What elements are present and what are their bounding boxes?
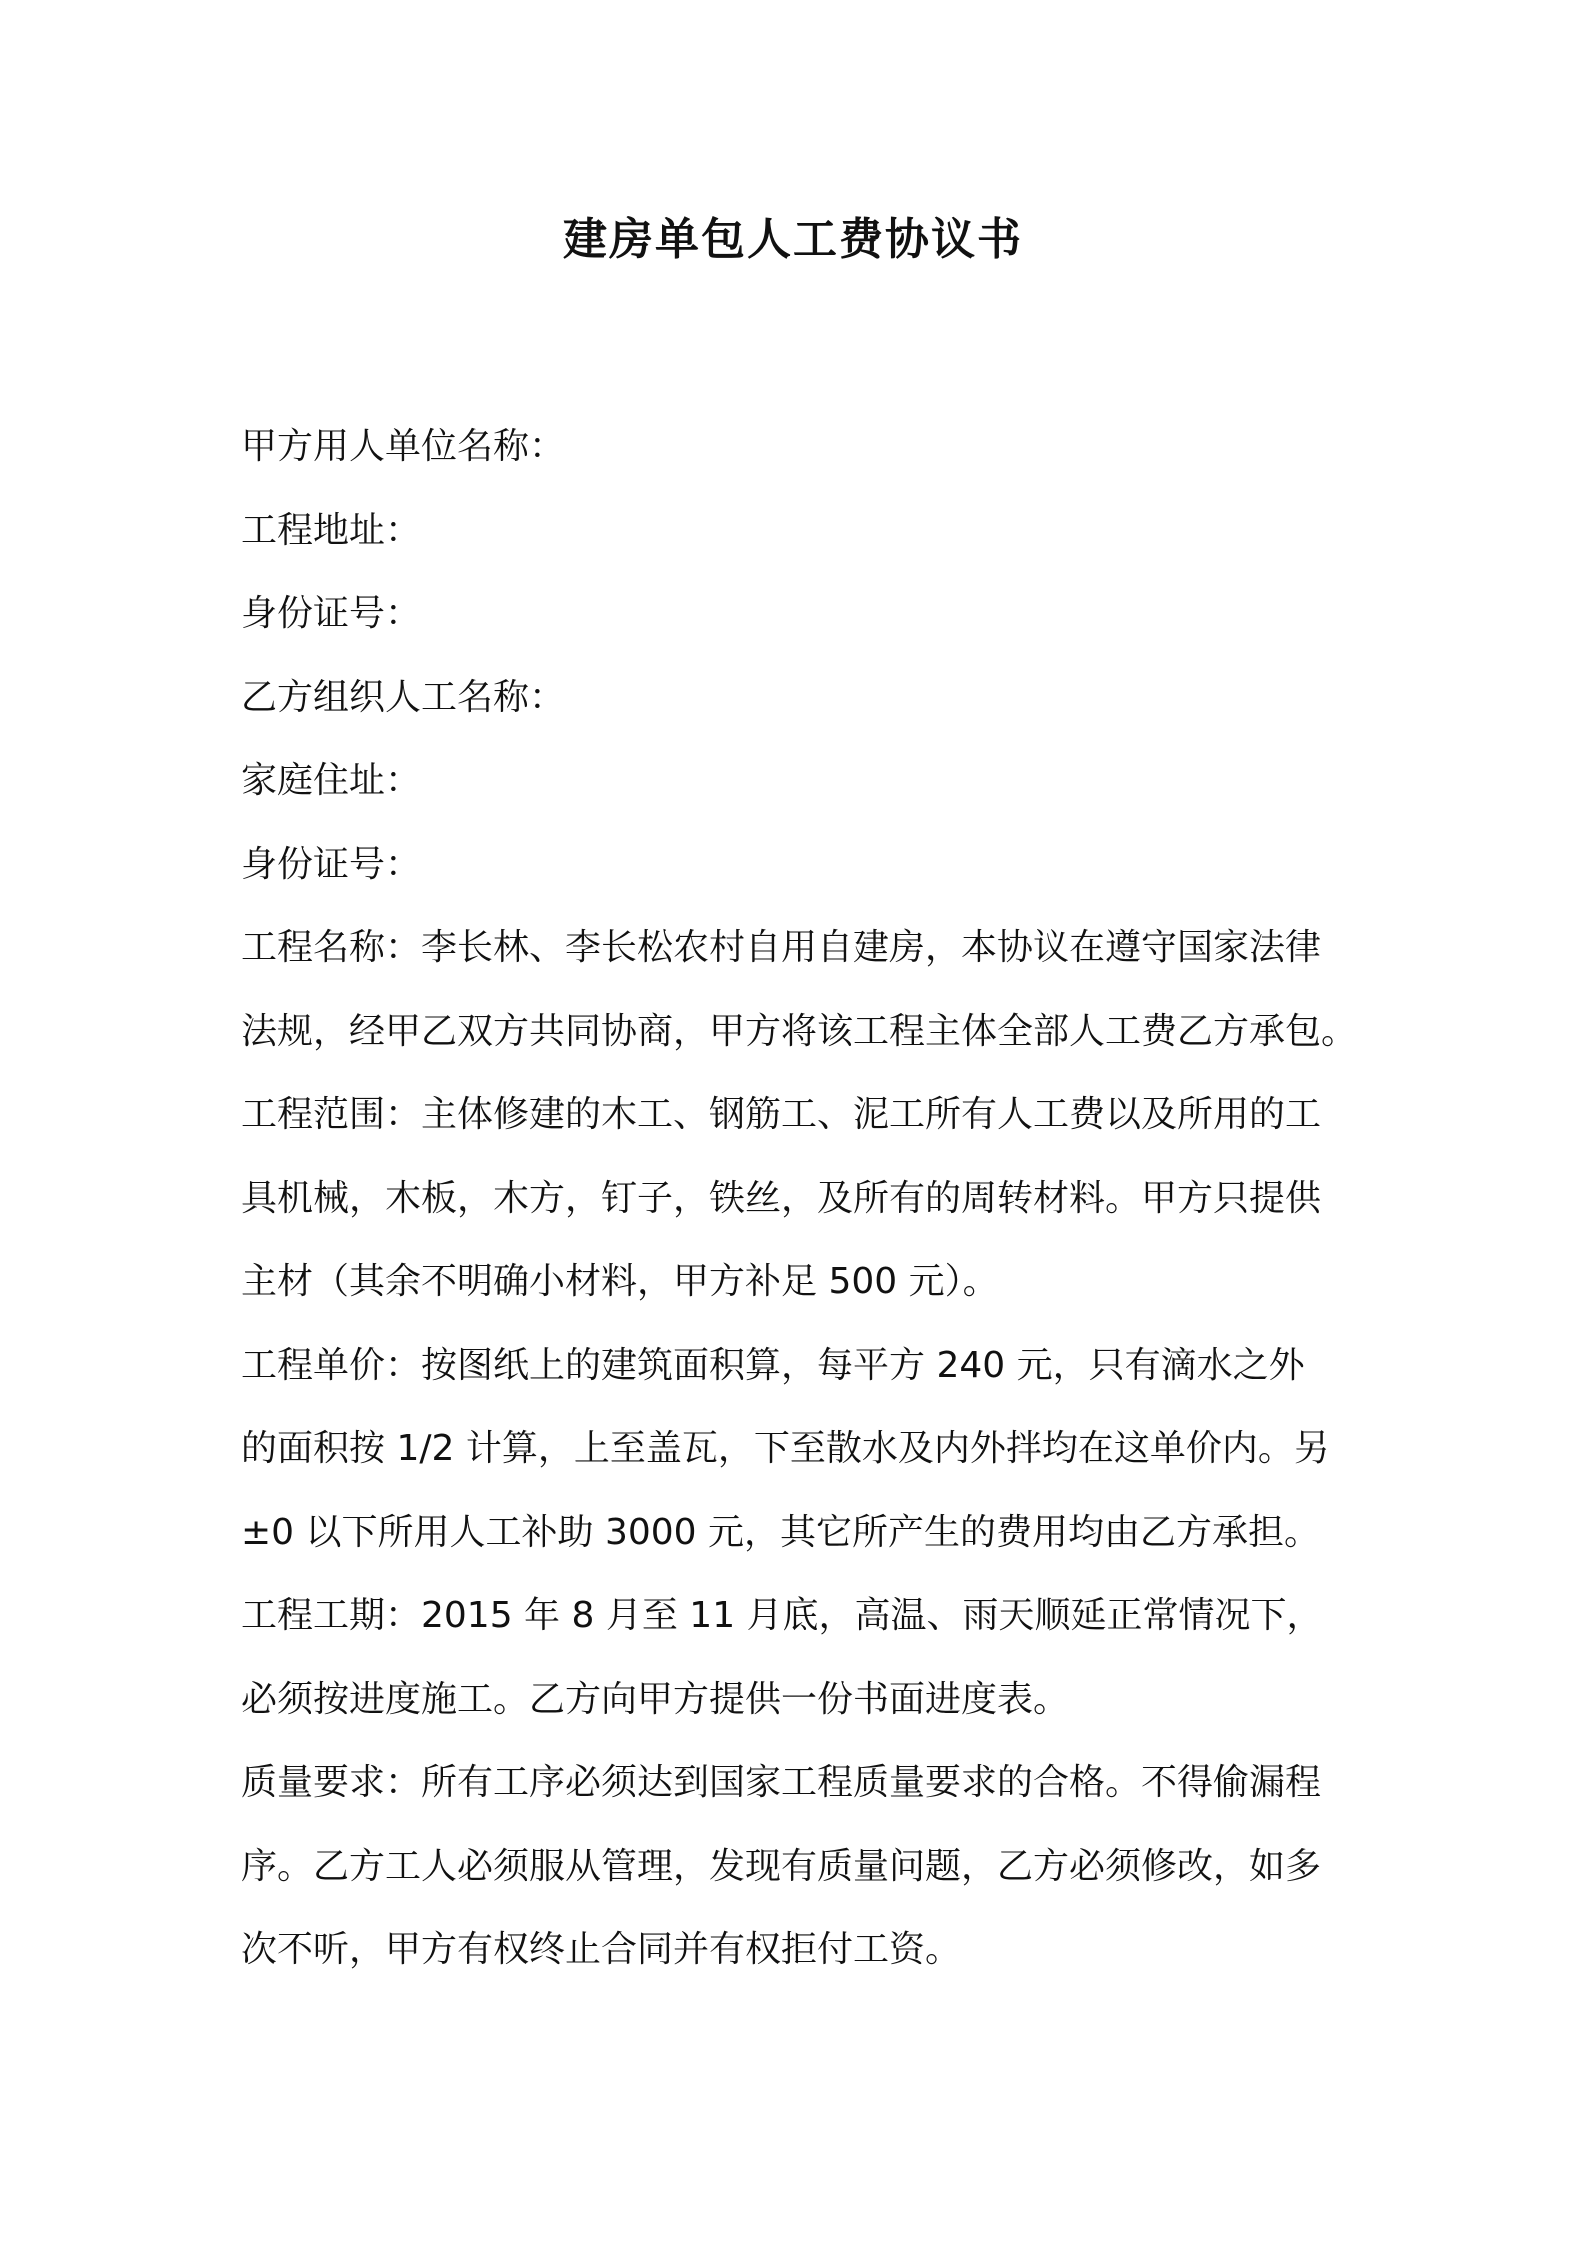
party-a-name-field: 甲方用人单位名称：	[241, 426, 566, 467]
document-body	[241, 405, 1361, 1992]
home-address-field: 家庭住址：	[241, 760, 422, 801]
project-address-field: 工程地址：	[241, 509, 422, 551]
unit-price-line-1: 工程单价：按图纸上的建筑面积算，每平方 240 元，只有滴水之外	[241, 1344, 1305, 1386]
project-scope-line-2: 具机械，木板，木方，钉子，铁丝，及所有的周转材料。甲方只提供	[241, 1177, 1322, 1219]
project-scope-line-3: 主材（其余不明确小材料，甲方补足 500 元）。	[241, 1261, 999, 1302]
unit-price-line-3: ±0 以下所用人工补助 3000 元，其它所产生的费用均由乙方承担。	[241, 1511, 1321, 1553]
quality-line-2: 序。乙方工人必须服从管理，发现有质量问题，乙方必须修改，如多	[241, 1845, 1322, 1887]
project-scope-line-1: 工程范围：主体修建的木工、钢筋工、泥工所有人工费以及所用的工	[241, 1094, 1322, 1135]
project-name-line-2: 法规，经甲乙双方共同协商，甲方将该工程主体全部人工费乙方承包。	[241, 1010, 1358, 1052]
party-b-name-field: 乙方组织人工名称：	[241, 676, 566, 718]
party-b-id-field: 身份证号：	[241, 843, 422, 885]
quality-line-3: 次不听，甲方有权终止合同并有权拒付工资。	[241, 1929, 962, 1970]
schedule-line-2: 必须按进度施工。乙方向甲方提供一份书面进度表。	[241, 1678, 1070, 1720]
project-name-line-1: 工程名称：李长林、李长松农村自用自建房，本协议在遵守国家法律	[241, 927, 1322, 968]
party-a-id-field: 身份证号：	[241, 593, 422, 634]
quality-line-1: 质量要求：所有工序必须达到国家工程质量要求的合格。不得偷漏程	[241, 1762, 1322, 1803]
schedule-line-1: 工程工期：2015 年 8 月至 11 月底，高温、雨天顺延正常情况下，	[241, 1595, 1323, 1636]
document-title: 建房单包人工费协议书	[563, 214, 1023, 265]
unit-price-line-2: 的面积按 1/2 计算，上至盖瓦，下至散水及内外拌均在这单价内。另	[241, 1428, 1330, 1469]
